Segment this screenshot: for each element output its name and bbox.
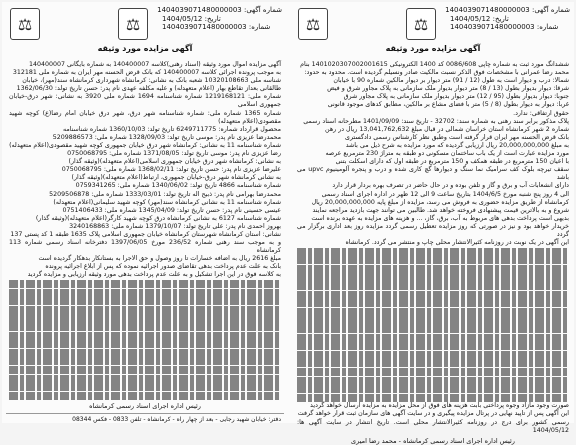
illegible-text-line xyxy=(9,289,281,297)
body-line: شماره ملی: 1219168121 شماره شناسنامه 1694 شماره ملی 3920 به نشانی: شهر درق-خیابان جمهوری اسلامی xyxy=(9,93,281,109)
judiciary-emblem-icon: ⚖ xyxy=(298,8,328,40)
illegible-text-line xyxy=(297,351,569,359)
illegible-text-line xyxy=(297,342,569,350)
body-line: این آگهی در یک نوبت در روزنامه کثیرالانتشار محلی چاپ و منتشر می گردد. کرمانشاه xyxy=(345,239,569,247)
body-line: شماره 2 شهر کرمانشاه استان خراسان شمالی در قبال مبلغ 13,041,762,632 ریال در رهن xyxy=(325,125,569,133)
notice-serial: شماره: 1404039071480000003 xyxy=(450,23,559,31)
illegible-text-line xyxy=(297,299,569,307)
illegible-text-line xyxy=(297,265,569,273)
illegible-text-line xyxy=(297,308,569,316)
notice-title: آگهی مزایده مورد وثیقه xyxy=(97,44,193,53)
body-line: بانک قرض الحسنه مهر ایران قرار گرفته است وطبق نظر کارشناس رسمی دادگستری xyxy=(345,133,569,141)
illegible-text-line xyxy=(297,359,569,367)
body-line: نشانی: استان کرمانشاه شهرستان کرمانشاه خیابان جمهوری اسلامی پلاک 1635 طبقه 1 کد پستی 137 xyxy=(10,230,281,238)
body-line: شماره شناسنامه 6127 به نشانی کرمانشاه درق کوچه شهید کارگر(اعلام متعهدله)(وثیقه گذار) xyxy=(35,214,281,222)
body-line: شروع و به بالاترین قیمت پیشنهادی فروخته خواهد شد. طالبین می توانند جهت بازدید مراجعه نمایند xyxy=(312,206,569,214)
illegible-text-line xyxy=(9,366,281,374)
footer-line: صورت وجود مازاد وجوه پرداختی بابت هزینه های فوق از محل مزایده به مزایده ارسال خواهد گردید xyxy=(310,402,569,410)
body-line: شماره شناسنامه 11 به نشانی کرمانشاه سند(مهر) کوچه شهید سلیمانی(اعلام متعهدله) xyxy=(53,198,281,206)
body-line: به نشانی کرمانشاه شهر درق-خیابان جمهوری، ارتباط(اعلام متعهدله)(وثیقه گذار) xyxy=(71,174,281,182)
body-line: به مبلغ 20,000,000,000 ریال ارزیابی گردیده که مورد مزایده به شرح ذیل می باشد xyxy=(345,141,569,149)
illegible-text-line xyxy=(9,349,281,357)
notice-left xyxy=(6,6,284,423)
illegible-text-line xyxy=(297,282,569,290)
footer-line: این آگهی پس از تاپید نهایی در پرتال مزایده پیگیری و در سایت آگهی های سازمان ثبت قرار خواهد گرفت xyxy=(297,410,569,418)
body-line: محصول قرارداد شماره: 6249711775 تاریخ تولد: 1360/10/03 شماره شناسنامه xyxy=(62,125,281,133)
body-line: محمد رضا عمرانی با مشخصات فوق الذکر نسبت مالکیت صادر ونسیلم گردیده است. محدود به حدود: xyxy=(304,69,569,77)
notice-body xyxy=(6,61,284,400)
body-line: طالقانی بعداز تقاطع بهار (اعلام متعهدله) و علیه مکلفه عهدی نام پدر: حسن تاریخ تولد: 1362/06/30 xyxy=(16,85,281,93)
body-line: جنوبا: دیوار بدیوار بطول (95 / 12) متر دیوار بدیوار ملک سازمانی به پلاک مجاور شرق xyxy=(343,93,569,101)
registration-emblem-icon: ⚖ xyxy=(118,8,148,40)
notice-header xyxy=(6,6,284,61)
body-line: علیرضا عزیزی نام پدر: حسن تاریخ تولد: 1368/02/11 شماره ملی: 0750068795 xyxy=(61,166,281,174)
body-line: شماره 1365 شماره ملی: شماره شناسنامه شهر درق، شهر درق خیابان امام رضا(ع) کوچه شهید مقصودی(اعلام متعهدله) xyxy=(9,109,281,125)
notice-header xyxy=(294,6,572,61)
illegible-text-line xyxy=(297,377,569,385)
footer-line: رسمی کشور برای درج در روزنامه کثیرالانتشار محلی است. تاریخ انتشار در سایت آگهی ها: 1404/05/12 xyxy=(297,418,569,434)
illegible-text-line xyxy=(297,273,569,281)
illegible-text-line xyxy=(297,248,569,256)
body-line: به موجب پرونده اجرائی کلاسه 140400007 که بانک قرض الحسنه مهر ایران به شماره ملی 312181 xyxy=(12,69,281,77)
body-line: شناسه ملی 10320108663 شعبه بانک به نشانی: کرمانشاه شهرداری کرمانشاه سند(مهر)، خیابان xyxy=(22,77,281,85)
notice-title: آگهی مزایده مورد وثیقه xyxy=(385,44,481,53)
body-line: حقوق ارتفاقی: ندارد. xyxy=(513,109,569,117)
illegible-text-line xyxy=(9,375,281,383)
illegible-text-line xyxy=(9,314,281,322)
judiciary-emblem-icon: ⚖ xyxy=(10,8,40,40)
body-line: محمدرضا عزیزی نام پدر: موسی تاریخ تولد: 1328/09/03 شماره ملی: 5209886573 xyxy=(52,133,281,141)
notice-meta xyxy=(445,6,570,32)
illegible-text-line xyxy=(297,325,569,333)
illegible-text-line xyxy=(9,280,281,288)
illegible-text-line xyxy=(297,291,569,299)
body-line: ششدانگ مورد ثبت به شماره چاپی 0086/608 کد 1400 الکترونیکی 1401020307002001615 بنام xyxy=(300,61,569,68)
illegible-text-line xyxy=(9,332,281,340)
notice-number: شماره آگهی: 1404039071480000003 xyxy=(445,6,570,14)
illegible-text-line xyxy=(297,334,569,342)
body-line: بهروز احمدی نام پدر: علی تاریخ تولد: 1379/10/07 شماره ملی: 3240168863 xyxy=(69,222,281,230)
body-line: به نشانی: کرمانشاه شهر درق خیابان جمهوری اسلامی(اعلام متعهدله)(وثیقه گذار) xyxy=(68,158,281,166)
body-line: پلاک مذکور برابر سند رهنی به شماره سند: 32702 - تاریخ سند: 1401/09/09 مطرحانه اسناد رسمی xyxy=(303,117,569,125)
notice-serial: شماره: 1404039071480000003 xyxy=(162,23,271,31)
body-line: محمدرضا بهرامی نام پدر: ذبیح اله تاریخ تولد: 1333/03/01 شماره ملی: 5209506878 xyxy=(49,190,281,198)
newspaper-page xyxy=(2,2,574,445)
illegible-text-line xyxy=(9,383,281,391)
registration-emblem-icon: ⚖ xyxy=(406,8,436,40)
body-line: دارای انشعابات آب و برق و گاز و تلفن بوده و در حال حاضر در تصرف بهره بردار قرار دارد xyxy=(332,182,569,190)
body-line: مورد مزایده عبارت است از یک باب ساختمان مسکونی دو طبقه به متراژ 230 مترمربع عرصه xyxy=(325,150,569,158)
body-line: کرمانشاه از طریق مزایده حضوری به فروش می رسد، مزایده از مبلغ پایه 20,000,000,000 ریال xyxy=(311,198,569,206)
illegible-text-line xyxy=(9,297,281,305)
body-line: بانک به علت عدم پرداخت بدهی تقاضای صدور اجرائیه نموده که پس از ابلاغ اجرائیه پرونده xyxy=(45,263,281,271)
notice-date: تاریخ: 1404/05/12 xyxy=(450,14,509,23)
notice-number: شماره آگهی: 1404039071480000003 xyxy=(157,6,282,14)
body-line: مبلغ 2616 ریال به اضافه خسارات تا روز وصول و حق الاجرا به بستانکار بدهکار گردیده است xyxy=(38,255,281,263)
illegible-text-line xyxy=(297,385,569,393)
body-line: با اعیان 150 مترمربع در طبقه همکف و 150 مترمربع در طبقه اول که دارای اسکلت بتنی xyxy=(335,158,569,166)
notice-meta xyxy=(157,6,282,32)
body-line: خریدار خواهد بود و نیز در صورتی که روز مزایده تعطیل رسمی گردد مزایده روز بعد اداری برگزار می گردد xyxy=(297,222,569,238)
body-line: عیسی حسینی نام پدر: حسن تاریخ تولد: 1345/04/09 شماره ملی: 0751406433 xyxy=(62,206,281,214)
illegible-text-line xyxy=(297,368,569,376)
notice-footer: دفتر: خیابان شهید رجایی - بعد از چهار راه - کرمانشاه - تلفن 0833 - فکس 08344 xyxy=(6,413,284,425)
illegible-text-line xyxy=(297,316,569,324)
illegible-text-line xyxy=(297,394,569,402)
body-line: الی 4 روز پنج شنبه مورخ 1404/6/5 بتاریخ ساعت 9 الی 12 ظهر در اداره اجرای اسناد رسمی xyxy=(321,190,569,198)
signature: رئیس اداره اجرای اسناد رسمی کرمانشاه xyxy=(89,401,201,410)
body-line: آگهی مزایده اموال مورد وثیقه (اسناد رهنی)کلاسه 140400007 به شماره بایگانی 140400007 xyxy=(28,61,281,68)
body-line: به کلاسه فوق در این اجرا تشکیل و به علت عدم پرداخت بدهی مورد وثیقه ارزیابی و مزایده گردید xyxy=(27,271,281,279)
body-line: سقف تیرچه بلوک کف سرامیک نما سنگ و دیوارها گچ کاری شده و درب و پنجره آلومینیوم upvc می باشد xyxy=(297,166,569,182)
notice-right xyxy=(294,6,572,445)
illegible-text-line xyxy=(9,357,281,365)
illegible-text-line xyxy=(9,323,281,331)
body-line: شماره شناسنامه 4866 تاریخ تولد: 1340/06/02 شماره ملی: 0759341265 xyxy=(75,182,281,190)
body-line: شمالا: درب و دیوار است به طول (12 / 91) متر دیوار بر دیوار مالکین شماره 90 با خیابان xyxy=(333,77,569,85)
body-line: غربا: دیوار به دیوار بطول (8 / 5) متر با فضای مشاع بر مالکین، مطابق کدهای موجود قانونی xyxy=(327,101,569,109)
illegible-text-line xyxy=(9,306,281,314)
notice-date: تاریخ: 1404/05/12 xyxy=(162,14,221,23)
body-line: بدیهی است پرداخت بدهی های مربوط به آب، برق، گاز، ... و هزینه های مزایده به عهده برنده است xyxy=(311,214,569,222)
signature: رئیس اداره اجرای اسناد رسمی کرمانشاه - محمد رضا امیری xyxy=(351,436,515,445)
notice-body xyxy=(294,61,572,435)
body-line: شرقا: دیوار بدیوار بطول (13 / 8) متر دیوار بدیوار ملک سازمانی به پلاک مجاور شرق و فیض xyxy=(327,85,569,93)
illegible-text-line xyxy=(9,392,281,400)
body-line: رضا عزیزی نام پدر: موسی تاریخ تولد: 1371/08/05 شماره ملی: 0750068795 xyxy=(67,150,281,158)
body-line: و به موجب سند رهنی شماره 236/52 مورخ 1397/06/05 دفترخانه اسناد رسمی شماره 113 کرمانشاه xyxy=(9,239,281,255)
illegible-text-line xyxy=(297,256,569,264)
body-line: شماره شناسنامه 11 به نشانی: کرمانشاه شهر درق خیابان جمهوری کوچه شهید مقصودی(اعلام متعهدله) xyxy=(9,141,281,149)
illegible-text-line xyxy=(9,340,281,348)
